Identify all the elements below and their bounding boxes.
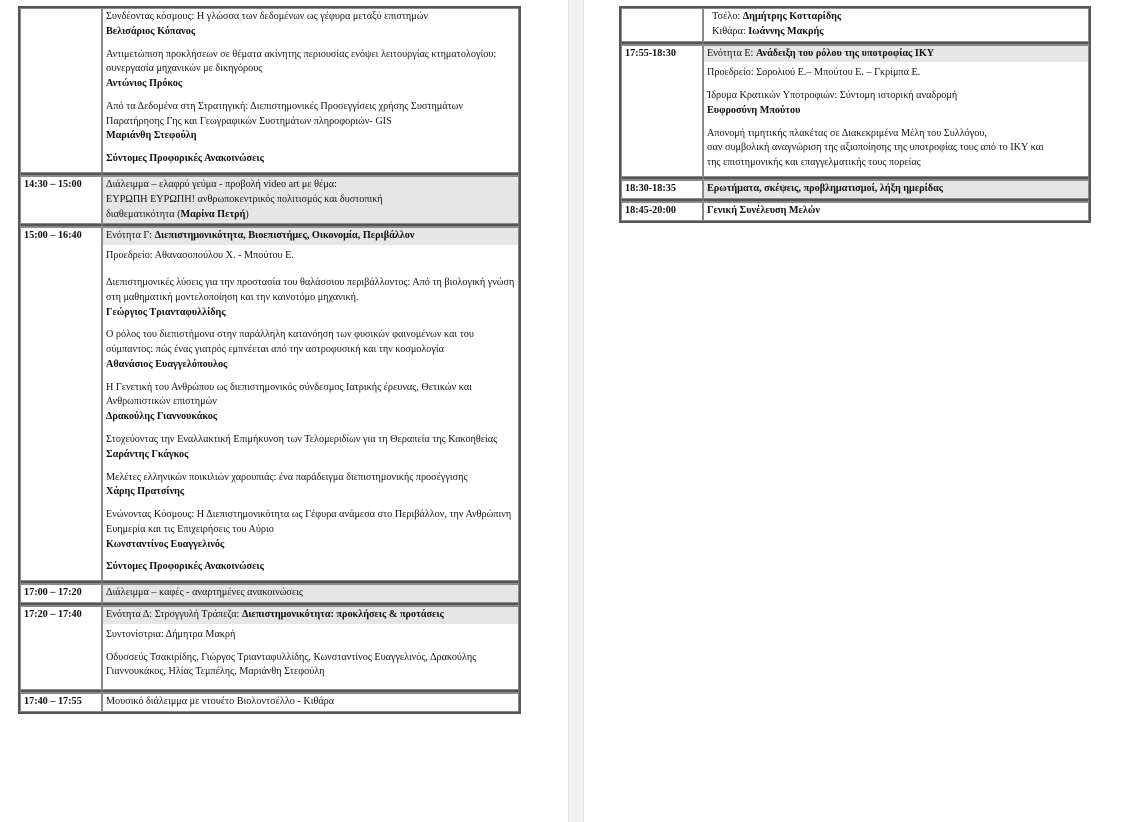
time-cell: 14:30 – 15:00 (20, 176, 102, 224)
music-cell: Μουσικό διάλειμμα με ντουέτο Βιολοντσέλλο - Κιθάρα (102, 693, 519, 712)
talk-title: Συνδέοντας κόσμους: Η γλώσσα των δεδομένων ως γέφυρα μεταξύ επιστημών (106, 11, 429, 22)
musicians-cell (703, 8, 1089, 42)
session-title: Ανάδειξη του ρόλου της υποτροφίας ΙΚΥ (755, 47, 935, 59)
award-text: της επιστημονικής και επαγγελματικής τους πορείας (707, 157, 921, 169)
time-cell: 18:45-20:00 (621, 202, 703, 221)
program-table-left (18, 6, 521, 714)
talk-speaker: Σαράντης Γκάγκος (106, 448, 189, 460)
guitar-line: Κιθάρα: Ιωάννης Μακρής (712, 25, 824, 37)
talk-title: Ενώνοντας Κόσμους: Η Διεπιστημονικότητα ως Γέφυρα ανάμεσα στο Περιβάλλον, την Ανθρώπινη Ευημερία και τις Επιχειρήσεις του Αύριο (106, 509, 512, 535)
time-cell: 18:30-18:35 (621, 180, 703, 199)
table-row (621, 180, 1089, 199)
talk-speaker: Βελισάριος Κόπανος (106, 25, 196, 37)
talk-speaker: Χάρης Πρατσίνης (106, 486, 185, 498)
time-cell: 17:40 – 17:55 (20, 693, 102, 712)
program-cell (102, 8, 519, 173)
guitarist-name: Ιωάννης Μακρής (748, 25, 824, 37)
talk-title: Ίδρυμα Κρατικών Υποτροφιών: Σύντομη ιστορική αναδρομή (707, 90, 958, 102)
time-cell-empty (621, 8, 703, 42)
table-row (621, 202, 1089, 221)
assembly-cell: Γενική Συνέλευση Μελών (703, 202, 1089, 221)
session-moderator: Συντονίστρια: Δήμητρα Μακρή (106, 628, 236, 640)
talk-speaker: Κωνσταντίνος Ευαγγελινός (106, 538, 225, 550)
talk-title: Διεπιστημονικές λύσεις για την προστασία του θαλάσσιου περιβάλλοντος: Από τη βιολογική γνώση στη μαθηματική μοντελοποίηση και την καινοτόμο μηχανική. (106, 276, 515, 303)
talk-title: Η Γενετική του Ανθρώπου ως διεπιστημονικός σύνδεσμος Ιατρικής έρευνας, Θετικών και Ανθρωπιστικών επιστημών (106, 381, 472, 408)
table-row (20, 8, 519, 173)
program-table-right (619, 6, 1091, 223)
cello-line: Τσέλο: Δημήτρης Κοτταρίδης (712, 11, 842, 22)
time-cell: 15:00 – 16:40 (20, 227, 102, 581)
session-title: Διεπιστημονικότητα, Βιοεπιστήμες, Οικονομία, Περιβάλλον (154, 230, 415, 242)
session-cell (102, 606, 519, 690)
talk-speaker: Δρακούλης Γιαννουκάκος (106, 411, 218, 423)
time-cell: 17:20 – 17:40 (20, 606, 102, 690)
session-chairs: Προεδρείο: Σορολιού Ε.– Μπούτου Ε. – Γκρίμπα Ε. (707, 67, 921, 79)
session-cell (102, 227, 519, 581)
talk-speaker: Ευφροσύνη Μπούτου (707, 104, 801, 116)
talk-speaker: Γεώργιος Τριανταφυλλίδης (106, 306, 226, 318)
time-cell-empty (20, 8, 102, 173)
break-cell: Διάλειμμα – καφές - αναρτημένες ανακοινώσεις (102, 584, 519, 603)
panel-members: Οδυσσεύς Τσακιρίδης, Γιώργος Τριανταφυλλίδης, Κωνσταντίνος Ευαγγελινός, Δρακούλης Γιαννουκάκος, Ηλίας Τεμπέλης, Μαριάνθη Στεφούλη (106, 651, 477, 678)
break-cell (102, 176, 519, 224)
talk-title: Αντιμετώπιση προκλήσεων σε θέματα ακίνητης περιουσίας ενόψει λειτουργίας κτηματολογίου: συνεργασία μηχανικών με δικηγόρους (106, 48, 497, 75)
short-communications-label: Σύντομες Προφορικές Ανακοινώσεις (106, 153, 264, 165)
table-row (20, 693, 519, 712)
session-chairs: Προεδρείο: Αθανασοπούλου Χ. - Μπούτου Ε. (106, 250, 294, 262)
session-heading: Ενότητα Ε: Ανάδειξη του ρόλου της υποτροφίας ΙΚΥ (704, 46, 1088, 63)
talk-speaker: Αντώνιος Πρόκος (106, 78, 183, 90)
session-heading: Ενότητα Γ: Διεπιστημονικότητα, Βιοεπιστήμες, Οικονομία, Περιβάλλον (103, 228, 518, 245)
document-page-left (0, 0, 560, 822)
talk-speaker: Μαριάνθη Στεφούλη (106, 130, 197, 142)
time-cell: 17:00 – 17:20 (20, 584, 102, 603)
break-text: Διάλειμμα – ελαφρύ γεύμα - προβολή video art με θέμα: (106, 179, 337, 191)
session-cell (703, 45, 1089, 177)
award-text: Απονομή τιμητικής πλακέτας σε Διακεκριμένα Μέλη του Συλλόγου, (707, 127, 987, 139)
talk-speaker: Αθανάσιος Ευαγγελόπουλος (106, 358, 228, 370)
cellist-name: Δημήτρης Κοτταρίδης (742, 11, 842, 22)
qa-cell: Ερωτήματα, σκέψεις, προβληματισμοί, λήξη ημερίδας (703, 180, 1089, 199)
talk-title: Ο ρόλος του διεπιστήμονα στην παράλληλη κατανόηση των φυσικών φαινομένων και του σύμπαντος: πώς ένας γιατρός εμπνέεται από την αστροφυσική και την κοσμολογία (106, 329, 474, 356)
document-page-right (592, 0, 1142, 822)
talk-title: Μελέτες ελληνικών ποικιλιών χαρουπιάς: ένα παράδειγμα διεπιστημονικής προσέγγισης (106, 471, 468, 483)
award-text: σαν συμβολική αναγνώριση της αξιοποίησης της υποτροφίας τους από το ΙΚΥ και (707, 142, 1044, 154)
artist-name: Μαρίνα Πετρή (180, 208, 246, 220)
table-row (621, 45, 1089, 177)
table-row (20, 176, 519, 224)
page-gutter (568, 0, 584, 822)
short-communications-label: Σύντομες Προφορικές Ανακοινώσεις (106, 561, 264, 573)
session-title: Διεπιστημονικότητα: προκλήσεις & προτάσεις (241, 609, 444, 620)
table-row (20, 227, 519, 581)
talk-title: Στοχεύοντας την Εναλλακτική Επιμήκυνση των Τελομεριδίων για τη Θεραπεία της Κακοηθείας (106, 433, 498, 445)
break-text: ΕΥΡΩΠΗ ΕΥΡΩΠΗ! ανθρωποκεντρικός πολιτισμός και δυστοπική (106, 193, 383, 205)
session-heading: Ενότητα Δ: Στρογγυλή Τράπεζα: Διεπιστημονικότητα: προκλήσεις & προτάσεις (103, 607, 518, 624)
talk-title: Από τα Δεδομένα στη Στρατηγική: Διεπιστημονικές Προσεγγίσεις χρήσης Συστημάτων Παρατήρησης Γης και Γεωγραφικών Συστημάτων πληροφοριών- GIS (106, 100, 463, 127)
table-row (20, 584, 519, 603)
break-text: διαθεματικότητα (Μαρίνα Πετρή) (106, 208, 249, 220)
time-cell: 17:55-18:30 (621, 45, 703, 177)
table-row (20, 606, 519, 690)
table-row (621, 8, 1089, 42)
